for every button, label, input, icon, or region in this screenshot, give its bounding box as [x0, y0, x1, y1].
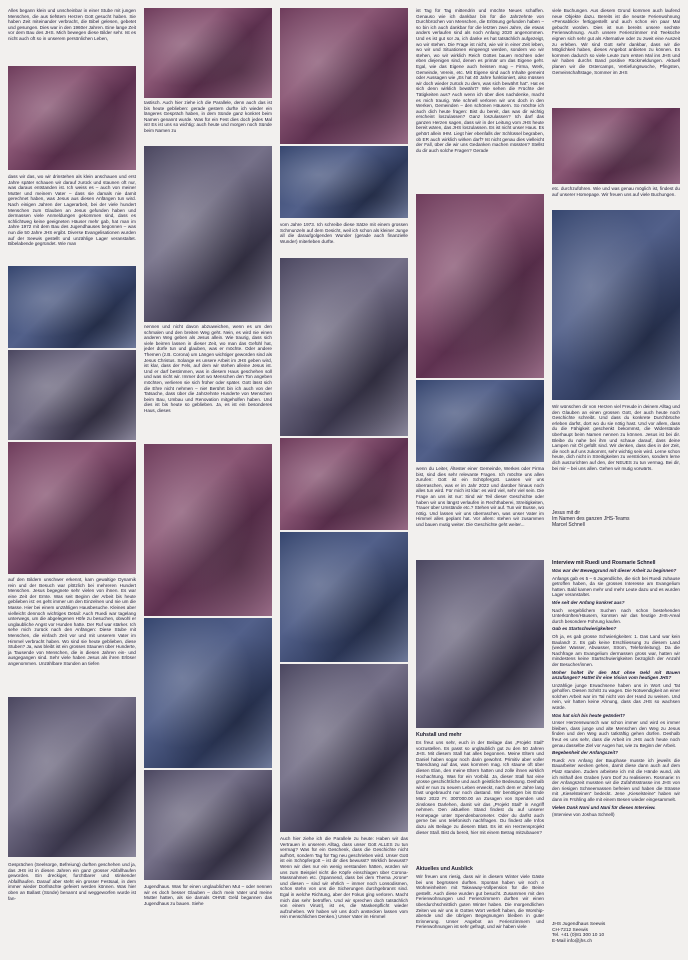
- col3-text-1: vom Jahre 1973. Ich schreibe diese Sätze mit einem grossen Schmunzeln auf dem Gesicht, weil ich schon als kleiner Junge all die daraufgolgenden Wunder (gerade auch finanzielle Wunder) miterleben durfte.: [280, 222, 408, 244]
- photo-lake-boat: [416, 380, 544, 462]
- col4-text-4: Aktuelles und Ausblick Wir freuen uns riesig, dass wir in diesem Winter viele Gäste bei uns begrüssen durften. Spontan haben wir noch 4 Wohneinheiten mit Takeaway-Vollpension für die Beine gestellt. Auch diese wurden gut besucht. Zusammen mit den Ferienwohnungen und Ferienzimmern durften wir einen überdurchschnittlich guten Winter haben. Die morgendlichen Zeiten wo wir uns in Gottes Wort vertieft haben, die Worship-abende und die übrigen Begegnungen bleiben in guter Erinnerung. Unser Angebot an Ferienzimmern und Ferienwohnungen ist sehr gefragt, und wir haben viele: [416, 866, 544, 930]
- col5-text-3: Wir wünschen dir von Herzen viel Freude in deinem Alltag und den Glauben an einen grossen Gott, der auch heute noch Geschichte schreibt. Und dass du konkrete Durchbrüche erleben darfst, dort wo du sie nötig hast. Und vor allem, dass du die Fähigkeit geschenkt bekommst, die Widerstände überhaupt beim Namen nennen zu können. Jesus ist bei dir. Bleibe du nahe bei ihm und schaue darauf, dass deine Lampen mit Öl gefüllt sind. Wir denken, dass dies in der Zeit, die noch auf uns zukommt, sehr wichtig sein wird. Lerne schon heute, dich nicht in Streitigkeiten zu verstricken, sondern lerne dich auszurichten auf den, der NEUES zu tun vermag. Bei dir, bei mir – bei uns allen. Gehen wir mutig vorwärts.: [552, 404, 680, 471]
- footer-address: JHS Jugendhaus Seewis CH-7212 Seewis Tel. +41 (0)81 300 10 10 E-Mail info@jhs.ch: [552, 922, 680, 944]
- photo-youth-group: [144, 444, 272, 616]
- photo-concert: [280, 438, 408, 530]
- col2-text-2: nennen und nicht davon abzuweichen, wenn es um den schmalen und den breiten Weg geht. Nein, es wird nie einen anderen Weg geben als Jesus allein. Wie traurig, dass sich viele beirren lassen in dieser Zeit, wo man das Gefühl hat, jeder dürfe tun und glauben, was er möchte. Oder andere Themen (z.B. Corona) um Längen wichtiger geworden sind als Jesus Christus. Solange es unsere Arbeit im JHS geben wird, ist klar, dass der Fels, auf dem wir stehen alleine Jesus ist. Und er darf bestimmen, was in diesem Haus geschehen soll und was nicht wir. Immer dort wo Menschen den Ton angeben möchten, verlieren sie sich früher oder später. Gott lässt sich die Ehre nicht nehmen – nie! Berührt bin ich auch von der Tatsache, dass über die Jahrzehnte Hunderte von Menschen beim Bau, Umbau und Renovation mitgeholfen haben. Und dies ist bis heute so geblieben. Ja, es ist ein besonderes Haus, dieses: [144, 324, 272, 413]
- email-link[interactable]: E-Mail info@jhs.ch: [552, 938, 593, 944]
- col1-intro: Alles begann klein und unscheinbar in einer Stube mit jungen Menschen, die aus tiefstem Herzen Gott gesucht haben. Sie haben Zeit miteinander verbracht, die Bibel gelesen, gebetet und gesungen. Dies war in den 1960er Jahren. Eine lange Zeit vor dem Bau des JHS. Mich bewegen diese Bilder sehr. Ist es nicht auch oft so in unserem persönlichen Leben,: [8, 8, 136, 41]
- col2-text-1: tastisch. Auch hier ziehe ich die Parallele, denn auch das ist bis heute geblieben: gerade gestern durfte ich wieder ein längeres Gespräch haben, in dem Sünde ganz konkret beim Namen genannt wurde. Was für ein Fest dies doch jedes Mal ist! Es ist uns so wichtig: auch heute und morgen noch Sünde beim Namen zu: [144, 100, 272, 133]
- col3-text-2: Auch hier ziehe ich die Parallele zu heute: Haben wir das Vertrauen in unserem Alltag, dass unser Gott ALLES zu tun vermag? Was für ein Geschenk, dass die Geschichte nicht aufhört, sondern Tag für Tag neu geschrieben wird. Unser Gott ist ein Schöpfergott – ist dir dies bewusst? Wirklich bewusst? Wenn wir dies nur ein wenig verstanden hätten, würden wir uns zum Beispiel nicht die Köpfe einschlagen über Corona-Massnahmen etc. (Spannend, dass bei dem Thema „Krone“ und diesen – sind wir ehrlich – immer noch Lonsodismen, schon stehn von uns die Sicherungen durchgebrannt sind. Egal in welche Richtung, aber der Fokus ging verloren. Macht mich das sehr betroffen. Und wir sprechen doch tatsächlich von einem Virus!), ist es, die Maskenpflicht wieder aufzuheben. Wir haben wir uns doch anstecken lassen vom rein menschlichen Denken.) Unser Vater im Himmel: [280, 836, 408, 920]
- photo-accordion: [144, 618, 272, 768]
- heading-kuhstall: Kuhstall und mehr: [416, 732, 462, 738]
- col1-text-2: dass wir das, wo wir drinstehen als klein anschauen und erst Jahre später schauen wir darauf zurück und staunen oft nur, was daraus entstanden ist. Ich weiss es – auch von meiner Mutter und meinem Vater – dass sie damals nie damit gerechnet haben, was Jesus aus diesen Anfängen tun wird. Nach einigen Jahren der Lagerarbeit, bei der viele hundert Menschen zum Glauben an Jesus gefunden haben und dermassen viele Anmeldungen gekommen sind, dass es schlichtweg keine geeigneten Häuser mehr gab, hat man im Jahre 1972 mit dem Bau des Jugendhauses begonnen – was nun die 50 Jahre JHS ergibt. Diverse Evangelisationen wurden auf der Seewis gestellt und unzählige Lager veranstaltet. Bibelabende gegründet. Wie man: [8, 174, 136, 247]
- heading-aktuelles: Aktuelles und Ausblick: [416, 866, 473, 872]
- photo-elderly-couple: [144, 146, 272, 322]
- photo-group-tables: [8, 697, 136, 857]
- col4-text-1: ist Tag für Tag mittendrin und möchte Neues schaffen. Genauso wie ich dankbar bin für die Jahrzehnte von Durchbrüchen von Menschen, die Erlösung gefunden haben – so bin ich auch dankbar für die letzten zwei Jahre, die etwas anders verlaufen sind als noch Anfang 2020 angenommen. Und es ist gut so! Ja, ich danke es hat tatsächlich aufgezeigt, wo wir stehen. Die Frage ist nicht, wie wir in einer Zeit leben, wo wir und Situationen eingeengt werden, sondern wo wir stehen, wo wir wirklich Reich Gottes bauen möchten oder eben diejenigen sind, denen es primär um das Eigene geht. Egal, wie das Eigene auch heissen mag – Firma, Werk, Gemeinde, Verein, etc. Mit Eigene sind auch Inhalte gemeint oder Aussagen wie „Es hat 40 Jahre funktioniert, also müssen wir doch wieder zurück zu dem, was sich bewährt hat“. Hat es sich denn wirklich bewährt? Wie sehen die Früchte der Tätigkeiten aus? Auch wenn ich über dies nachdenke, macht es mich traurig. Wie schnell verloren wir uns doch in den Werken, Gemeinden – den schönen Häusern. So möchte ich auch dich heute fragen: Bist du bereit, das was dir wichtig erscheint loszulassen? Ganz loszulassen? Ich darf das ganzen Herzen sagen, dass wir in der Leitung vom JHS heute bereit wären, das JHS loszulassen. Es ist nicht unser Haus. Es gehört allein IHM. Liegt hier ebenfalls der Schlüssel begraben, ob ER auch wirklich wirken darf? Ist nicht genau dies vielleicht der Fall, über die wir uns Gedanken machen müssten? Stellst du dir auch solche Fragen? Gerade: [416, 8, 544, 153]
- col5-text-1: viele Buchungen. Aus diesem Grund kommen auch laufend neue Objekte dazu. Bereits ist die neuste Ferienwohnung «Pensablick» fertiggestellt und auch schon ein paar Mal gebucht worden. Dies ist nun bereits unsere sechste Ferienwohnung. Auch unsere Ferienzimmer mit Teeküche eignen sich sehr gut als Alternative oder zu zweit eine Auszeit zu erleben. Wir sind Gott sehr dankbar, dass wir die Möglichkeit haben, dieses Angebot anbieten zu können. Es kommen dadurch so viele Leute zum ersten Mal ins JHS und wir haben durchs Band positive Rückmeldungen. Aktuell planen wir die Ostercamps, Vertiefungswoche, Pfingsten, Gemeinschaftstage, Sommer im JHS: [552, 8, 680, 75]
- photo-outdoor-group: [552, 108, 680, 184]
- col1-text-3: auf den Bildern unschwer erkennt, kam gewaltige Dynamik rein und der Besuch war plötzlich bei mehreren Hundert Menschen. Jesus begegnete sehr vielen von ihnen. Es war eine Zeit der Ernte. Was seit Beginn der Arbeit bis heute geblieben ist: es geht immer um den Einzelnen und nie um die Masse. Hier bei einem unzähligen Hausbesuche. Kleines aber vielleicht dennoch wichtiges Detail: Auch Ruedi war tagelang unterwegs, um die abgelegenen Höfe zu besuchen, obwohl er unglaubliche Angst vor Hunden hatte. Der Ruf war stärker. Ich sehe mich zurück nach den Anfängen: Diese Stube mit Menschen, die einfach Zeit vor und mit unserem Vater im Himmel verbracht haben. Wo sind sie heute geblieben, diese Stuben? Ja, was bleibt ist ein grosses Staunen über Hunderte, ja Tausende von Menschen, die in diesen Jahren ein- und ausgegangen sind. Sehr viele haben Jesus als ihren Erlöser angenommen. Unzählbare Stunden an tiefen: [8, 577, 136, 666]
- photo-musicians: [280, 8, 408, 144]
- col4-text-2: wenn du Leiter, Ältester einer Gemeinde, Werkes oder Firma bist, sind dies sehr relevante Fragen. Ich möchte uns allen zurufen: Gott ist ein Schöpfergott. Lassen wir uns überraschen, was er im Jahr 2022 und darüber hinaus noch alles tun wird. Für mich ist klar: es wird viel, sehr viel sein. Die Frage an uns ist nur: Sind wir Teil dieser Geschichte oder haben wir uns längst verlaufen in Rechthaberei, Streitigkeiten, Trauer über Umstände etc.? Stehen wir auf. Tun wir Busse, wo nötig. Und lassen wir uns überraschen, was unser Vater im Himmel alles geplant hat. Vor allem: stehen wir zusammen und bauen mutig weiter. Die Geschichte geht weiter...: [416, 466, 544, 527]
- col5-text-2: etc. durchzuführen. Wie und was genau möglich ist, findest du auf unserer Homepage. Wir freuen uns auf viele Buchungen.: [552, 186, 680, 197]
- photo-accordion-player: [280, 532, 408, 662]
- photo-reading: [280, 146, 408, 218]
- col2-text-3: Jugendhaus. Was für einen unglaublichen Mut – oder nennen wir es doch besser Glauben – doch mein Vater und meine Mutter hatten, als sie damals OHNE Geld begannen das Jugendhaus zu bauen. Siehe: [144, 884, 272, 906]
- photo-construction-1973: [280, 258, 408, 436]
- interview: Interview mit Ruedi und Rosmarie Schnell Was war der Beweggrund mit dieser Arbeit zu beginnen? Anfangs gab es 5 – 6 Jugendliche, die sich bei Ruedi zuhause getroffen haben, da sie grosses Interesse am Evangelium hatten. Bald kamen mehr und mehr Leute dazu und es wurden Lager veranstaltet. Wie seit der Anfang konkret aus? Nach vergeblichem Suchen nach schon bestehenden Unterkünften/Häusern, konnten wir das heutige JHS-Areal durch besondere Führung kaufen. Gab es Startschwierigkeiten? Oh ja, es gab grosse Schwierigkeiten: 1. Das Land war kein Bauland! 2. Es gab keine Erschliessung zu diesem Land (weder Wasser, Abwasser, Strom, Telefonleitung). Da die Nachfrage am Evangelium dermassen gross war, hatten wir mindestens keine Startschwierigkeiten bezüglich der Anzahl der Besucher/innen. Woher holtet ihr den Mut ohne Geld mit Bauen anzufangen? Hattet ihr eine Vision vom heutigen JHS? Unzählige junge Erwachsene haben uns in Wort und Tat geholfen. Diesen Schritt zu wagen. Die Notwendigkeit an einer solchen Arbeit war im Tal nicht von der Hand zu weisen. Und nein, wir hatten keine Ahnung, dass das JHS so wachsen würde. Was hat sich bis heute geändert? Unser Herzenswunsch war schon immer und wird es immer bleiben, dass junge und alte Menschen den Weg zu Jesus finden und den Weg auch tatkräftig gehen dürfen. Deshalb freut es uns sehr, dass die Arbeit im JHS auch heute noch genau dasselbe Ziel vor Augen hat, wie zu Beginn der Arbeit. Begebenheit der Anfangszeit? Ruedi: Am Anfang der Bauphase musste ich jeweils die Bauarbeiter wecken gehen, damit diese dann auch auf dem Platz standen. Zudem arbeitete ich mit die Hände wund, als ich mithalf den Graben (vom Dorf zu realisieren. Rosmarie: In der Anfangszeit mussten wir die Zufahrtsstrasse ins JHS von den riesigen Schneemassen befreien und haben die Strasse mit „Kieselsteinen“ bedeckt. Jene „Kieselsteine“ haben wir dann im Frühling alle mit einem Besen wieder eingesammelt. Vielen Dank Noni und Nani für dieses Interview. (Interview von Joshua Schnell): [552, 560, 680, 818]
- photo-meeting: [144, 8, 272, 98]
- photo-prayer-room: [8, 66, 136, 170]
- photo-crowd: [8, 442, 136, 574]
- photo-young-men: [552, 210, 680, 400]
- photo-choir: [144, 770, 272, 880]
- closing-greeting: Jesus mit dir Im Namen des ganzen JHS-Teams Marcel Schnell: [552, 510, 630, 528]
- photo-portrait-hat: [280, 664, 408, 832]
- photo-man-hat: [416, 560, 544, 728]
- photo-gathering: [8, 350, 136, 440]
- photo-chalet: [8, 266, 136, 348]
- col4-text-3: Kuhstall und mehr Es freut uns sehr, euch in der Beilage das „Projekt Stall“ vorzustellen. Es passt so ungläublich gut zu den 50 Jahren JHS. Mit diesem Stall hat alles begonnen. Meine Eltern und Daniel haben sogar noch darin gewohnt. Primitiv aber voller Tatendrang auf das, was kommen mag. Ich staune oft über diesen Elan, den meine Eltern hatten und zolle ihnen wirklich Hochachtung. Was für ein Vorbild. Ja, dieser Stall hat eine grosse geschichtliche und auch geistliche Bedeutung. Deshalb wird er nun zu neuem Leben erweckt, nach dem er Jahre lang fast ungebraucht nur noch dastand. Wir benötigen bis Ende März 2022 Fr. 300'000.00 an Zusagen von Spenden und zinslosen Darlehen, damit wir das „Projekt Stall“ in Angriff nehmen. Den aktuellen Stand findest du auf unserer Homepage unter Spendenbarometer. Oder du darfst auch gerne bei uns telefonisch nachfragen. Du findest alle Infos dazu als Beilage zu diesem Blatt. Es ist ein Herzensprojekt dieser Stall. Bist du bereit, hier mit einem Betrag mitzubauen?: [416, 732, 544, 835]
- interview-title: Interview mit Ruedi und Rosmarie Schnell: [552, 560, 656, 566]
- photo-man-glasses: [416, 194, 544, 378]
- col1-text-4: Gesprächen (Seelsorge, Befreiung) durften geschehen und ja, das JHS ist in diesen Jahren ein ganz grosser Abfallhaufen geworden. Ein dreckiger, furchtbarer und stinkender Abfallhaufen. Darauf aber steht ein grosser Festsaal, in dem immer wieder Dorfnächte gefeiert werden können. Was hier oben an Ballast (Sünde) benannt und weggeworfen wurde ist fan-: [8, 862, 136, 901]
